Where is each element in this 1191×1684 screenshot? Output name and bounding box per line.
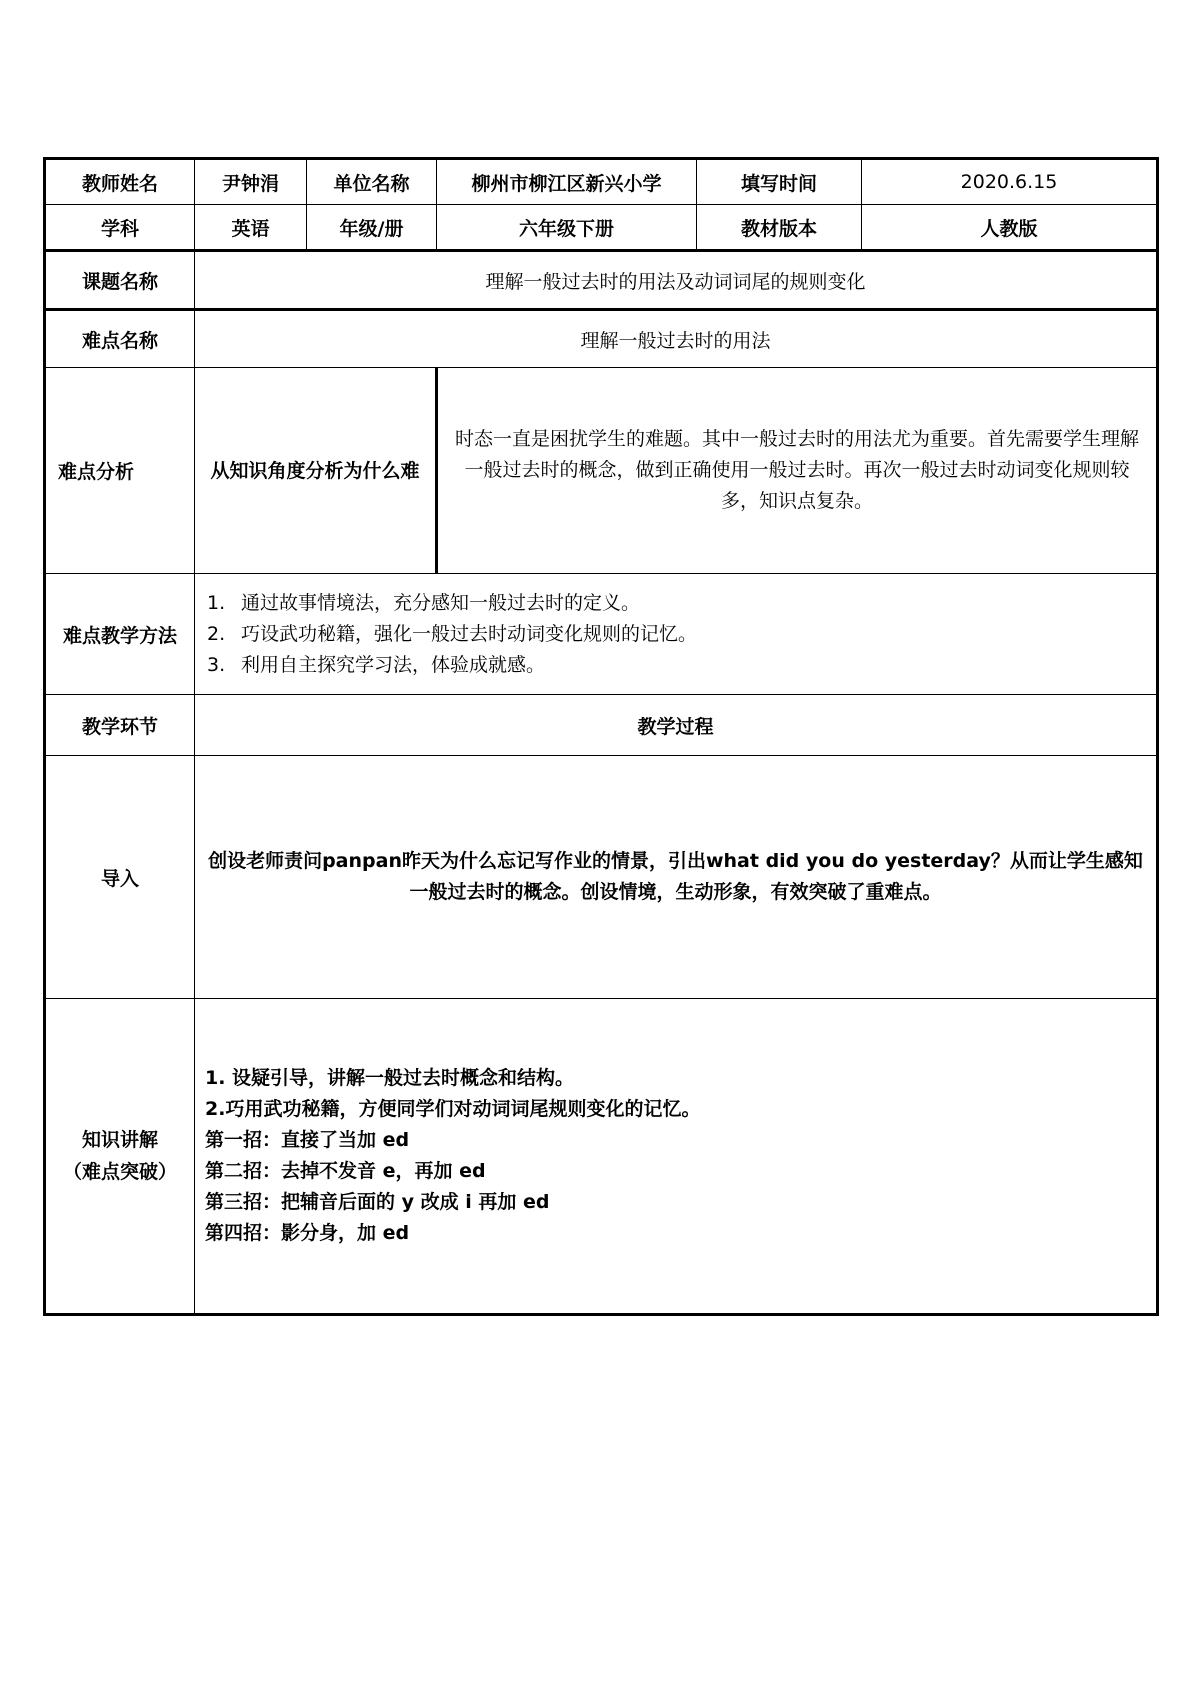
knowledge-content: [195, 999, 1158, 1315]
intro-text: 创设老师责问panpan昨天为什么忘记写作业的情景，引出what did you do yesterday？从而让学生感知一般过去时的概念。创设情境，生动形象，有效突破了重难点。: [195, 756, 1158, 999]
intro-label: 导入: [45, 756, 195, 999]
analysis-text: 时态一直是困扰学生的难题。其中一般过去时的用法尤为重要。首先需要学生理解一般过去时的概念，做到正确使用一般过去时。再次一般过去时动词变化规则较多，知识点复杂。: [437, 368, 1158, 574]
knowledge-line: 2.巧用武功秘籍，方便同学们对动词词尾规则变化的记忆。: [205, 1098, 701, 1120]
subject-value: 英语: [195, 205, 307, 251]
analysis-label: 难点分析: [45, 368, 195, 574]
teaching-process-header: 教学过程: [195, 695, 1158, 756]
method-item: 2. 巧设武功秘籍，强化一般过去时动词变化规则的记忆。: [207, 622, 698, 645]
fill-date-label: 填写时间: [697, 159, 862, 205]
lesson-plan-table: [43, 157, 1159, 1316]
grade-label: 年级/册: [307, 205, 437, 251]
knowledge-line: 1. 设疑引导，讲解一般过去时概念和结构。: [205, 1067, 575, 1089]
topic-label: 课题名称: [45, 251, 195, 310]
textbook-edition-value: 人教版: [862, 205, 1158, 251]
topic-value: 理解一般过去时的用法及动词词尾的规则变化: [195, 251, 1158, 310]
unit-name-label: 单位名称: [307, 159, 437, 205]
teacher-name-value: 尹钟涓: [195, 159, 307, 205]
unit-name-value: 柳州市柳江区新兴小学: [437, 159, 697, 205]
subject-label: 学科: [45, 205, 195, 251]
difficulty-value: 理解一般过去时的用法: [195, 310, 1158, 368]
knowledge-line: 第四招：影分身，加 ed: [205, 1222, 410, 1244]
textbook-edition-label: 教材版本: [697, 205, 862, 251]
fill-date-value: 2020.6.15: [862, 159, 1158, 205]
grade-value: 六年级下册: [437, 205, 697, 251]
knowledge-line: 第二招：去掉不发音 e，再加 ed: [205, 1160, 486, 1182]
difficulty-label: 难点名称: [45, 310, 195, 368]
knowledge-line: 第三招：把辅音后面的 y 改成 i 再加 ed: [205, 1191, 550, 1213]
teaching-method-label: 难点教学方法: [45, 574, 195, 695]
method-item: 1. 通过故事情境法，充分感知一般过去时的定义。: [207, 591, 641, 614]
knowledge-label-line2: （难点突破）: [62, 1161, 177, 1183]
knowledge-label: [45, 999, 195, 1315]
knowledge-label-line1: 知识讲解: [81, 1129, 158, 1151]
teaching-stage-header: 教学环节: [45, 695, 195, 756]
knowledge-line: 第一招：直接了当加 ed: [205, 1129, 410, 1151]
teaching-method-list: [195, 574, 1158, 695]
analysis-sub-label: 从知识角度分析为什么难: [195, 368, 437, 574]
method-item: 3. 利用自主探究学习法，体验成就感。: [207, 653, 546, 676]
teacher-name-label: 教师姓名: [45, 159, 195, 205]
